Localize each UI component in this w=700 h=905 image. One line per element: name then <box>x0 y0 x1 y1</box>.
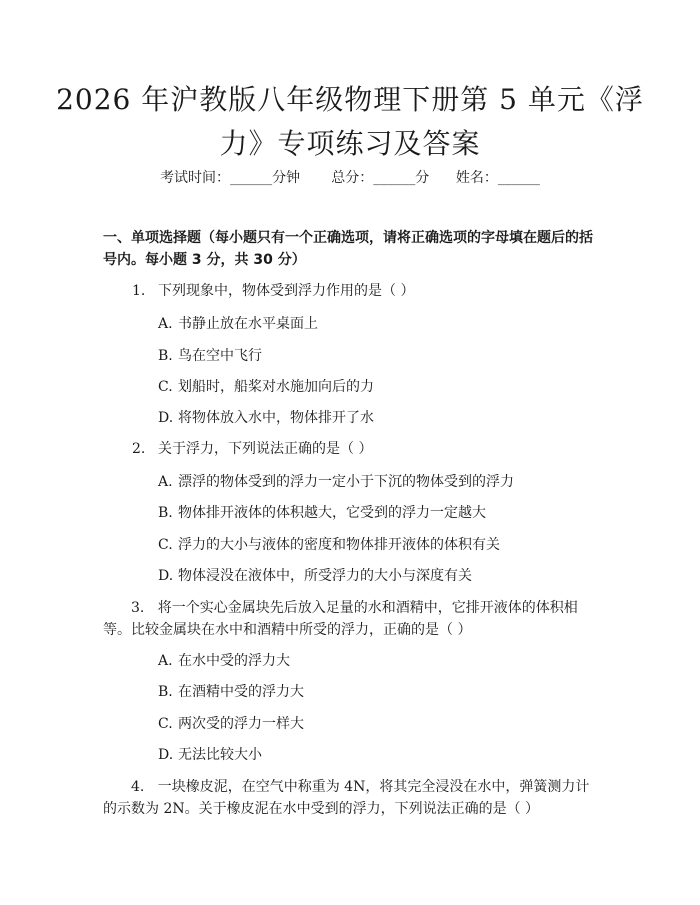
question-stem: 关于浮力，下列说法正确的是（ ） <box>158 441 373 457</box>
option-letter: A. <box>158 653 173 669</box>
question-4 <box>103 776 603 820</box>
exam-info-line <box>0 168 700 188</box>
option-text: 在酒精中受的浮力大 <box>178 684 304 700</box>
document-title <box>0 78 700 166</box>
question-2-option-b <box>158 503 598 523</box>
score-label: 总分： <box>331 170 374 186</box>
question-number: 2. <box>132 441 146 457</box>
option-text: 书静止放在水平桌面上 <box>178 316 318 332</box>
question-3-option-b <box>158 682 598 702</box>
option-letter: D. <box>158 410 174 426</box>
title-line-1: 2026 年沪教版八年级物理下册第 5 单元《浮 <box>56 83 644 116</box>
option-letter: C. <box>158 379 173 395</box>
option-text: 划船时，船桨对水施加向后的力 <box>178 379 374 395</box>
option-text: 浮力的大小与液体的密度和物体排开液体的体积有关 <box>178 537 500 553</box>
question-2-option-c <box>158 535 598 555</box>
question-2-option-a <box>158 472 598 492</box>
option-text: 漂浮的物体受到的浮力一定小于下沉的物体受到的浮力 <box>178 474 514 490</box>
question-2-option-d <box>158 566 598 586</box>
time-blank: ______ <box>230 170 273 186</box>
section-heading: 一、单项选择题（每小题只有一个正确选项，请将正确选项的字母填在题后的括号内。每小题 3 分，共 30 分） <box>103 230 593 268</box>
score-blank: ______ <box>373 170 416 186</box>
time-unit: 分钟 <box>272 170 301 186</box>
question-number: 1. <box>132 283 146 299</box>
option-letter: B. <box>158 348 173 364</box>
title-line-2: 力》专项练习及答案 <box>219 127 481 160</box>
question-3-option-a <box>158 651 598 671</box>
question-stem: 将一个实心金属块先后放入足量的水和酒精中，它排开液体的体积相等。比较金属块在水中和酒精中所受的浮力，正确的是（ ） <box>103 600 578 638</box>
option-letter: C. <box>158 537 173 553</box>
option-letter: A. <box>158 474 173 490</box>
option-text: 鸟在空中飞行 <box>178 348 262 364</box>
question-stem: 一块橡皮泥，在空气中称重为 4N，将其完全浸没在水中，弹簧测力计的示数为 2N。关于橡皮泥在水中受到的浮力，下列说法正确的是（ ） <box>103 779 590 817</box>
question-1-option-b <box>158 346 598 366</box>
score-unit: 分 <box>415 170 430 186</box>
option-text: 两次受的浮力一样大 <box>178 716 304 732</box>
option-letter: D. <box>158 568 174 584</box>
question-3-option-d <box>158 745 598 765</box>
option-letter: B. <box>158 684 173 700</box>
option-text: 物体排开液体的体积越大，它受到的浮力一定越大 <box>178 505 486 521</box>
option-letter: B. <box>158 505 173 521</box>
question-1-option-c <box>158 377 598 397</box>
name-blank: ______ <box>497 170 540 186</box>
question-stem: 下列现象中，物体受到浮力作用的是（ ） <box>158 283 415 299</box>
question-1-option-a <box>158 314 598 334</box>
time-label: 考试时间： <box>160 170 231 186</box>
question-3-option-c <box>158 714 598 734</box>
question-2 <box>132 438 602 460</box>
option-text: 将物体放入水中，物体排开了水 <box>178 410 374 426</box>
option-letter: A. <box>158 316 173 332</box>
name-label: 姓名： <box>455 170 498 186</box>
option-text: 无法比较大小 <box>178 747 262 763</box>
option-text: 在水中受的浮力大 <box>178 653 290 669</box>
question-number: 4. <box>131 779 145 795</box>
option-text: 物体浸没在液体中，所受浮力的大小与深度有关 <box>178 568 472 584</box>
option-letter: C. <box>158 716 173 732</box>
question-1 <box>132 280 602 302</box>
question-number: 3. <box>131 600 145 616</box>
question-1-option-d <box>158 408 598 428</box>
question-3 <box>103 597 603 641</box>
option-letter: D. <box>158 747 174 763</box>
